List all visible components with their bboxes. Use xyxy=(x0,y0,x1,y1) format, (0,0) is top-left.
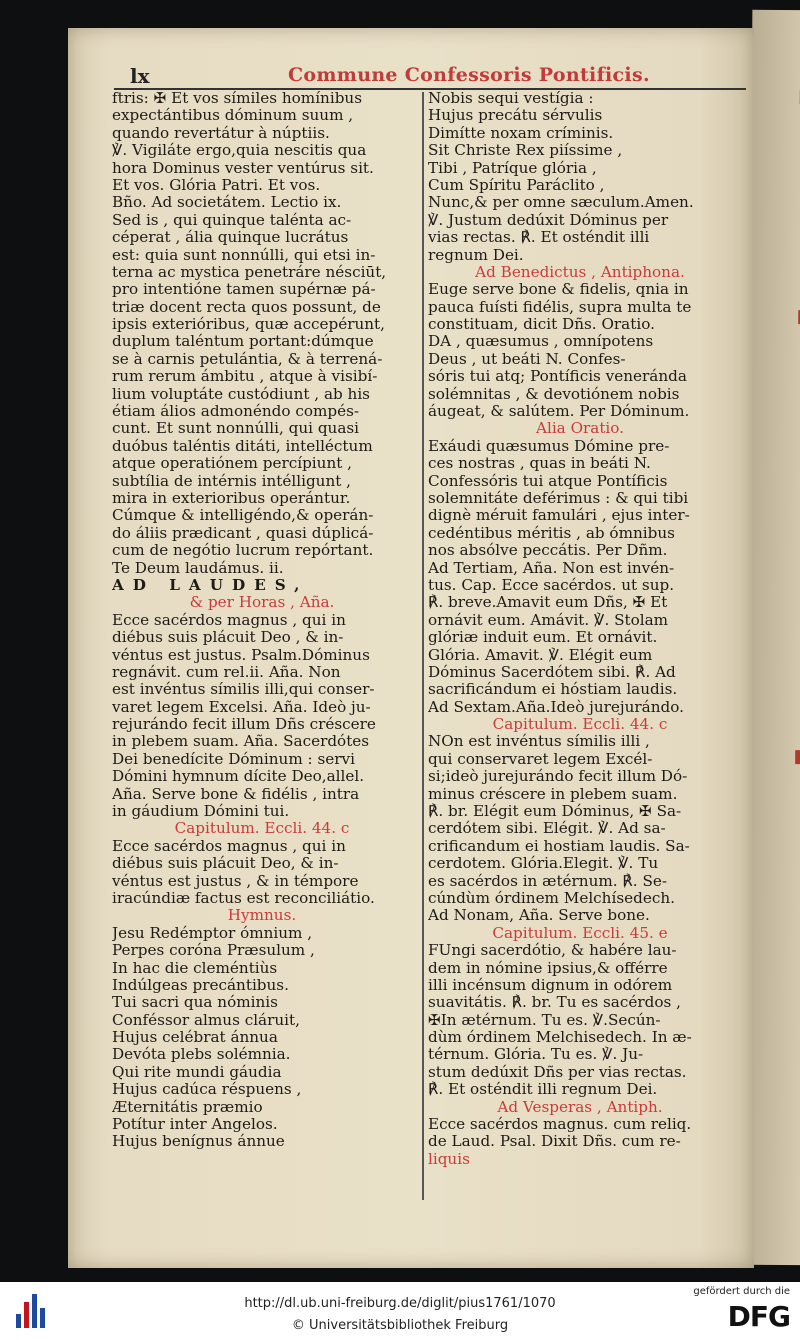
text-line: es sacérdos in ætérnum. ℟. Se- xyxy=(428,872,667,890)
text-line: pro intentióne tamen supérnæ pá- xyxy=(112,281,376,299)
text-line: vias rectas. ℟. Et osténdit illi xyxy=(428,229,650,247)
text-line: térnum. Glória. Tu es. ℣. Ju- xyxy=(428,1046,644,1064)
text-line: constituam, dicit Dñs. Oratio. xyxy=(428,316,655,334)
text-line: FUngi sacerdótio, & habére lau- xyxy=(428,942,677,960)
text-line: Cúmque & intelligéndo,& operán- xyxy=(112,507,374,525)
text-line: Euge serve bone & fidelis, qnia in xyxy=(428,281,689,299)
text-line: nos absólve peccátis. Per Dñm. xyxy=(428,542,668,560)
text-line: Hujus precátu sérvulis xyxy=(428,107,603,125)
text-line: Æternitátis præmio xyxy=(112,1098,263,1116)
text-line: terna ac mystica penetráre nésciūt, xyxy=(112,263,387,281)
text-line: Qui rite mundi gáudia xyxy=(112,1063,282,1081)
text-line: ornávit eum. Amávit. ℣. Stolam xyxy=(428,611,669,629)
text-line: Hujus celébrat ánnua xyxy=(112,1029,278,1047)
text-line: cedéntibus méritis , ab ómnibus xyxy=(428,524,675,542)
text-line: quando revertátur à núptiis. xyxy=(112,124,330,142)
text-line: Perpes coróna Præsulum , xyxy=(112,942,315,960)
dfg-logo: DFG xyxy=(727,1300,790,1333)
text-line: solemnitáte deférimus : & qui tibi xyxy=(428,489,689,507)
text-line: se à carnis petulántia, & à terrená- xyxy=(112,350,383,368)
text-line: hora Dominus vester ventúrus sit. xyxy=(112,159,374,177)
text-line: Te Deum laudámus. ii. xyxy=(112,559,284,577)
right-column xyxy=(428,90,732,1168)
text-line: Tui sacri qua nóminis xyxy=(112,994,278,1012)
text-line: sóris tui atq; Pontíficis veneránda xyxy=(428,368,687,386)
text-line: Alia Oratio. xyxy=(536,420,624,438)
text-line: Indúlgeas precántibus. xyxy=(112,976,289,994)
text-line: céperat , ália quinque lucrátus xyxy=(112,229,349,247)
text-line: Jesu Redémptor ómnium , xyxy=(112,924,313,942)
text-line: Exáudi quæsumus Dómine pre- xyxy=(428,437,670,455)
text-line: dùm órdinem Melchisedech. In æ- xyxy=(428,1029,692,1047)
text-line: triæ docent recta quos possunt, de xyxy=(112,298,381,316)
text-line: qui conservaret legem Excél- xyxy=(428,750,653,768)
page-number: lx xyxy=(130,64,150,88)
text-line: stum dedúxit Dñs per vias rectas. xyxy=(428,1063,687,1081)
text-line: Dimítte noxam críminis. xyxy=(428,124,614,142)
viewer-footer xyxy=(0,1282,800,1340)
text-line: véntus est justus. Psalm.Dóminus xyxy=(112,646,370,664)
text-line: suavitátis. ℟. br. Tu es sacérdos , xyxy=(428,994,681,1012)
text-line: diébus suis plácuit Deo, & in- xyxy=(112,855,339,873)
text-line: Nobis sequi vestígia : xyxy=(428,90,594,107)
text-line: Et vos. Glória Patri. Et vos. xyxy=(112,176,321,194)
text-line: tus. Cap. Ecce sacérdos. ut sup. xyxy=(428,576,675,594)
text-line: Nunc,& per omne sæculum.Amen. xyxy=(428,194,694,212)
permalink[interactable]: http://dl.ub.uni-freiburg.de/diglit/pius1761/1070 xyxy=(244,1296,556,1311)
text-line: Sit Christe Rex piíssime , xyxy=(428,142,623,160)
text-line: cerdótem sibi. Elégit. ℣. Ad sa- xyxy=(428,820,666,838)
text-line: Potítur inter Angelos. xyxy=(112,1116,278,1134)
text-line: Hujus cadúca réspuens , xyxy=(112,1081,302,1099)
text-line: In hac die cleméntiùs xyxy=(112,959,278,977)
text-line: ℟. br. Elégit eum Dóminus, ✠ Sa- xyxy=(428,803,682,821)
text-line: Glória. Amavit. ℣. Elégit eum xyxy=(428,646,653,664)
text-line: cerdotem. Glória.Elegit. ℣. Tu xyxy=(428,855,659,873)
text-line: regnum Dei. xyxy=(428,246,524,264)
text-line: ℟. Et osténdit illi regnum Dei. xyxy=(428,1081,658,1099)
text-line: Ecce sacérdos magnus , qui in xyxy=(112,611,346,629)
text-line: Aña. Serve bone & fidélis , intra xyxy=(112,785,360,803)
book-page xyxy=(68,28,754,1268)
text-line: sacrificándum ei hóstiam laudis. xyxy=(428,681,678,699)
text-line: & per Horas , Aña. xyxy=(189,594,335,612)
text-line: Ad Tertiam, Aña. Non est invén- xyxy=(428,559,675,577)
text-line: Deus , ut beáti N. Confes- xyxy=(428,350,626,368)
text-line: NOn est invéntus símilis illi , xyxy=(428,733,650,751)
text-line: ftris: ✠ Et vos símiles homínibus xyxy=(112,90,362,107)
text-line: diébus suis plácuit Deo , & in- xyxy=(112,629,344,647)
text-line: cunt. Et sunt nonnúlli, qui quasi xyxy=(112,420,360,438)
text-line: ✠In ætérnum. Tu es. ℣.Secún- xyxy=(428,1011,661,1029)
text-line: Dóminus Sacerdótem sibi. ℟. Ad xyxy=(428,663,676,681)
text-line: Capitulum. Eccli. 44. c xyxy=(492,716,668,734)
text-line: lium voluptáte custódiunt , ab his xyxy=(112,385,370,403)
text-line: solémnitas , & devotiónem nobis xyxy=(428,385,680,403)
text-line: Hujus benígnus ánnue xyxy=(112,1133,285,1151)
text-line: crificandum ei hostiam laudis. Sa- xyxy=(428,837,690,855)
text-line: ℣. Vigiláte ergo,quia nescitis qua xyxy=(112,142,367,160)
text-line: rum rerum ámbitu , atque à visibí- xyxy=(112,368,378,386)
text-line: Bño. Ad societátem. Lectio ix. xyxy=(112,194,342,212)
text-line: Devóta plebs solémnia. xyxy=(112,1046,291,1064)
text-line: Capitulum. Eccli. 44. c xyxy=(174,820,350,838)
text-line: Conféssor almus cláruit, xyxy=(112,1011,300,1029)
text-line: cúndùm órdinem Melchísedech. xyxy=(428,889,675,907)
funder-line: gefördert durch die xyxy=(693,1286,790,1297)
text-line: Ad Vesperas , Antiph. xyxy=(497,1098,663,1116)
text-line: Ad Nonam, Aña. Serve bone. xyxy=(428,907,650,925)
text-line: Ad Benedictus , Antiphona. xyxy=(475,263,685,281)
text-line: ipsis exterióribus, quæ accepérunt, xyxy=(112,316,385,334)
text-line: pauca fuísti fidélis, supra multa te xyxy=(428,298,692,316)
text-line: áugeat, & salútem. Per Dóminum. xyxy=(428,403,690,421)
text-line: Hymnus. xyxy=(227,907,297,925)
text-line: Ad Sextam.Aña.Ideò jurejurándo. xyxy=(428,698,684,716)
page-header xyxy=(68,64,754,90)
text-line: duplum taléntum portant:dúmque xyxy=(112,333,374,351)
text-line: rejurándo fecit illum Dñs créscere xyxy=(112,716,376,734)
text-line: Confessóris tui atque Pontíficis xyxy=(428,472,668,490)
text-line: Ecce sacérdos magnus. cum reliq. xyxy=(428,1116,692,1134)
text-line: dignè méruit famulári , ejus inter- xyxy=(428,507,690,525)
text-line: est: quia sunt nonnúlli, qui etsi in- xyxy=(112,246,376,264)
text-line: atque operatiónem percípiunt , xyxy=(112,455,352,473)
text-line: DA , quæsumus , omnípotens xyxy=(428,333,654,351)
text-line: est invéntus símilis illi,qui conser- xyxy=(112,681,375,699)
text-line: illi incénsum dignum in odórem xyxy=(428,976,673,994)
text-line: dem in nómine ipsius,& offérre xyxy=(428,959,668,977)
copyright-notice: © Universitätsbibliothek Freiburg xyxy=(291,1318,509,1333)
text-line: Dei benedícite Dóminum : servi xyxy=(112,750,355,768)
text-line: ℣. Justum dedúxit Dóminus per xyxy=(428,211,669,229)
text-line: in gáudium Dómini tui. xyxy=(112,803,290,821)
text-line: Sed is , qui quinque talénta ac- xyxy=(112,211,352,229)
text-line: do áliis prædicant , quasi dúplicá- xyxy=(112,524,374,542)
text-line: in plebem suam. Aña. Sacerdótes xyxy=(112,733,370,751)
rubric-mark xyxy=(795,750,800,764)
text-line: étiam álios admonéndo compés- xyxy=(112,403,360,421)
text-line: liquis xyxy=(428,1150,470,1168)
text-line: Ecce sacérdos magnus , qui in xyxy=(112,837,346,855)
left-column xyxy=(112,90,412,1151)
text-line: expectántibus dóminum suum , xyxy=(112,107,354,125)
text-line: duóbus taléntis ditáti, intelléctum xyxy=(112,437,373,455)
text-line: AD LAUDES, xyxy=(112,576,309,594)
text-line: si;ideò jurejurándo fecit illum Dó- xyxy=(428,768,688,786)
text-line: cum de negótio lucrum repórtant. xyxy=(112,542,374,560)
column-divider xyxy=(422,92,424,1200)
text-line: varet legem Excelsi. Aña. Ideò ju- xyxy=(112,698,371,716)
text-line: véntus est justus , & in témpore xyxy=(112,872,359,890)
text-line: regnávit. cum rel.ii. Aña. Non xyxy=(112,663,341,681)
text-line: mira in exterioribus operántur. xyxy=(112,489,351,507)
text-line: Dómini hymnum dícite Deo,allel. xyxy=(112,768,365,786)
text-line: glóriæ induit eum. Et ornávit. xyxy=(428,629,658,647)
text-line: de Laud. Psal. Dixit Dñs. cum re- xyxy=(428,1133,681,1151)
running-title: Commune Confessoris Pontificis. xyxy=(288,64,650,86)
text-line: subtília de intérnis intélligunt , xyxy=(112,472,351,490)
text-line: Tibi , Patríque glória , xyxy=(428,159,597,177)
text-line: Cum Spíritu Paráclito , xyxy=(428,176,605,194)
text-line: ces nostras , quas in beáti N. xyxy=(428,455,651,473)
text-line: ℟. breve.Amavit eum Dñs, ✠ Et xyxy=(428,594,668,612)
text-line: minus créscere in plebem suam. xyxy=(428,785,678,803)
text-line: Capitulum. Eccli. 45. e xyxy=(492,924,668,942)
text-line: iracúndiæ factus est reconciliátio. xyxy=(112,889,375,907)
